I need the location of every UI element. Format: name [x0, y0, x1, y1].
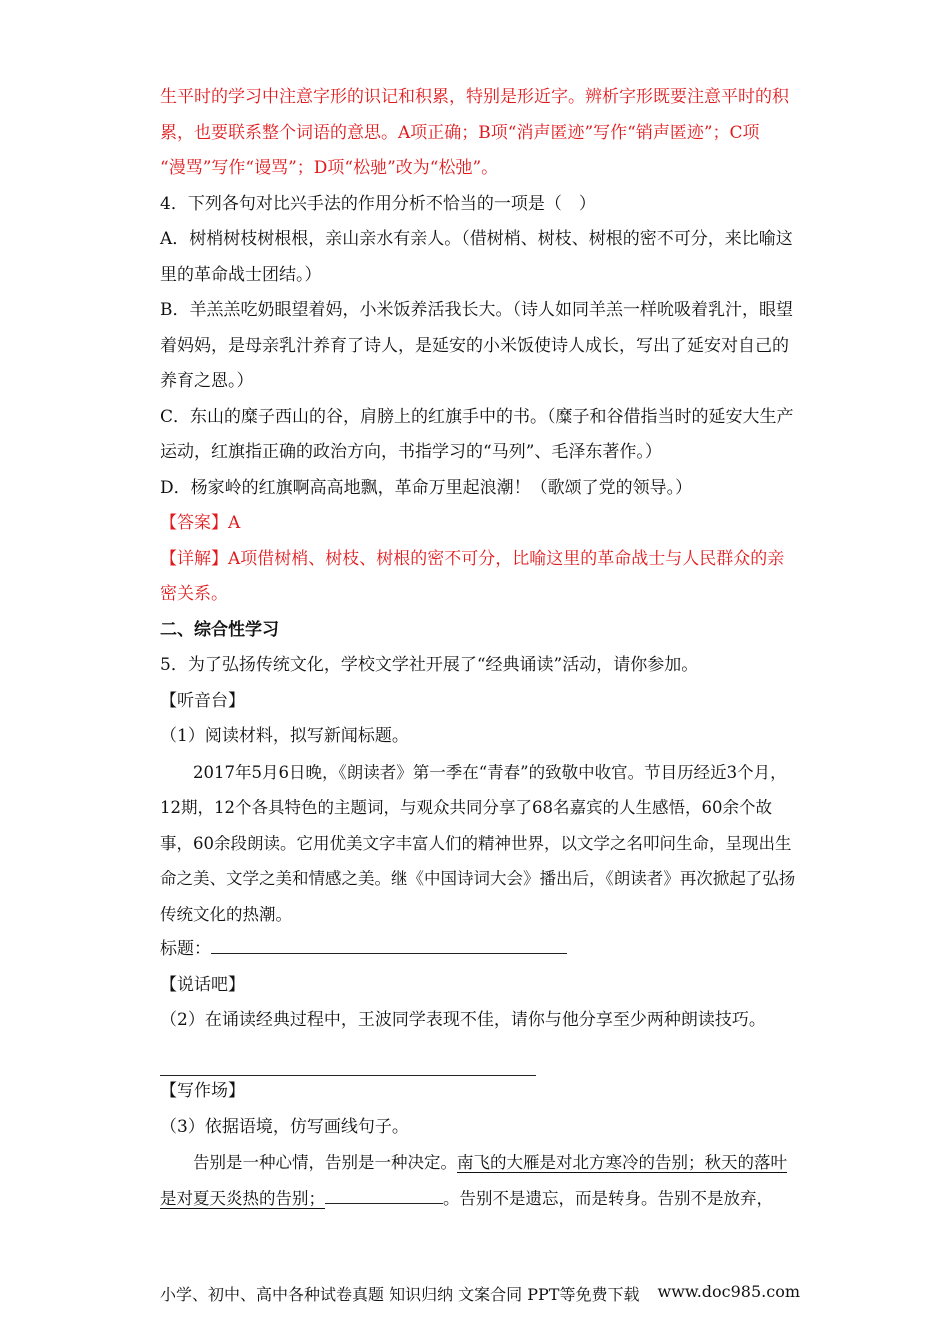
title-answer-line [160, 932, 800, 968]
speak-label: 【说话吧】 [160, 974, 245, 995]
question-5-stem: 5．为了弘扬传统文化，学校文学社开展了“经典诵读”活动，请你参加。 [160, 655, 699, 675]
answer-line-2 [160, 1039, 800, 1075]
sub-question-3: （3）依据语境，仿写画线句子。 [160, 1116, 409, 1137]
write-label: 【写作场】 [160, 1081, 245, 1101]
sub-question-2: （2）在诵读经典过程中，王波同学表现不佳，请你与他分享至少两种朗读技巧。 [160, 1010, 766, 1030]
imitate-underlined-sentence: 南飞的大雁是对北方寒冷的告别；秋天的落叶是对夏天炎热的告别； [160, 1153, 787, 1208]
listen-label: 【听音台】 [160, 690, 245, 711]
question-4-option-d: D．杨家岭的红旗啊高高地飘，革命万里起浪潮！（歌颂了党的领导。） [160, 477, 693, 498]
question-4-stem: 4．下列各句对比兴手法的作用分析不恰当的一项是（ ） [160, 193, 596, 214]
title-label: 标题： [160, 939, 211, 959]
question-4-option-b: B．羊羔羔吃奶眼望着妈，小米饭养活我长大。（诗人如同羊羔一样吮吸着乳汁，眼望着妈妈，是母亲乳汁养育了诗人，是延安的小米饭使诗人成长，写出了延安对自己的养育之恩。） [160, 300, 793, 391]
sub-question-1: （1）阅读材料，拟写新闻标题。 [160, 726, 409, 746]
title-blank[interactable] [211, 935, 567, 954]
question-4-explanation: 【详解】A项借树梢、树枝、树根的密不可分，比喻这里的革命战士与人民群众的亲密关系。 [160, 548, 785, 604]
footer-promo-text: 小学、初中、高中各种试卷真题 知识归纳 文案合同 PPT等免费下载 [160, 1285, 640, 1304]
question-4-answer: 【答案】A [160, 513, 241, 533]
prev-explanation-line-2: 累，也要联系整个词语的意思。A项正确；B项“消声匿迹”写作“销声匿迹”；C项 [160, 122, 760, 143]
question-4-option-a: A．树梢树枝树根根，亲山亲水有亲人。（借树梢、树枝、树根的密不可分，来比喻这里的革命战士团结。） [160, 229, 793, 285]
imitate-pre: 告别是一种心情，告别是一种决定。 [193, 1153, 457, 1172]
footer-website[interactable]: www.doc985.com [657, 1282, 800, 1301]
imitate-passage [160, 1145, 800, 1216]
document-body [160, 80, 800, 1216]
reading-material: 2017年5月6日晚，《朗读者》第一季在“青春”的致敬中收官。节目历经近3个月，12期，12个各具特色的主题词，与观众共同分享了68名嘉宾的人生感悟，60余个故事，60余段朗读。它用优美文字丰富人们的精神世界，以文学之名叩问生命，呈现出生命之美、文学之美和情感之美。继《中国诗词大会》播出后，《朗读者》再次掀起了弘扬传统文化的热潮。 [160, 762, 796, 924]
prev-explanation-line-3: “漫骂”写作“谩骂”；D项“松驰”改为“松弛”。 [160, 158, 499, 178]
section-2-heading: 二、综合性学习 [160, 619, 279, 640]
prev-explanation-line-1: 生平时的学习中注意字形的识记和积累，特别是形近字。辨析字形既要注意平时的积 [160, 87, 789, 107]
imitate-post: 。告别不是遗忘，而是转身。告别不是放弃， [443, 1188, 773, 1208]
question-4-option-c: C．东山的糜子西山的谷，肩膀上的红旗手中的书。（糜子和谷借指当时的延安大生产运动，红旗指正确的政治方向，书指学习的“马列”、毛泽东著作。） [160, 406, 794, 462]
answer-blank-2[interactable] [160, 1057, 536, 1076]
imitate-blank[interactable] [325, 1185, 443, 1204]
page-footer [160, 1282, 800, 1305]
